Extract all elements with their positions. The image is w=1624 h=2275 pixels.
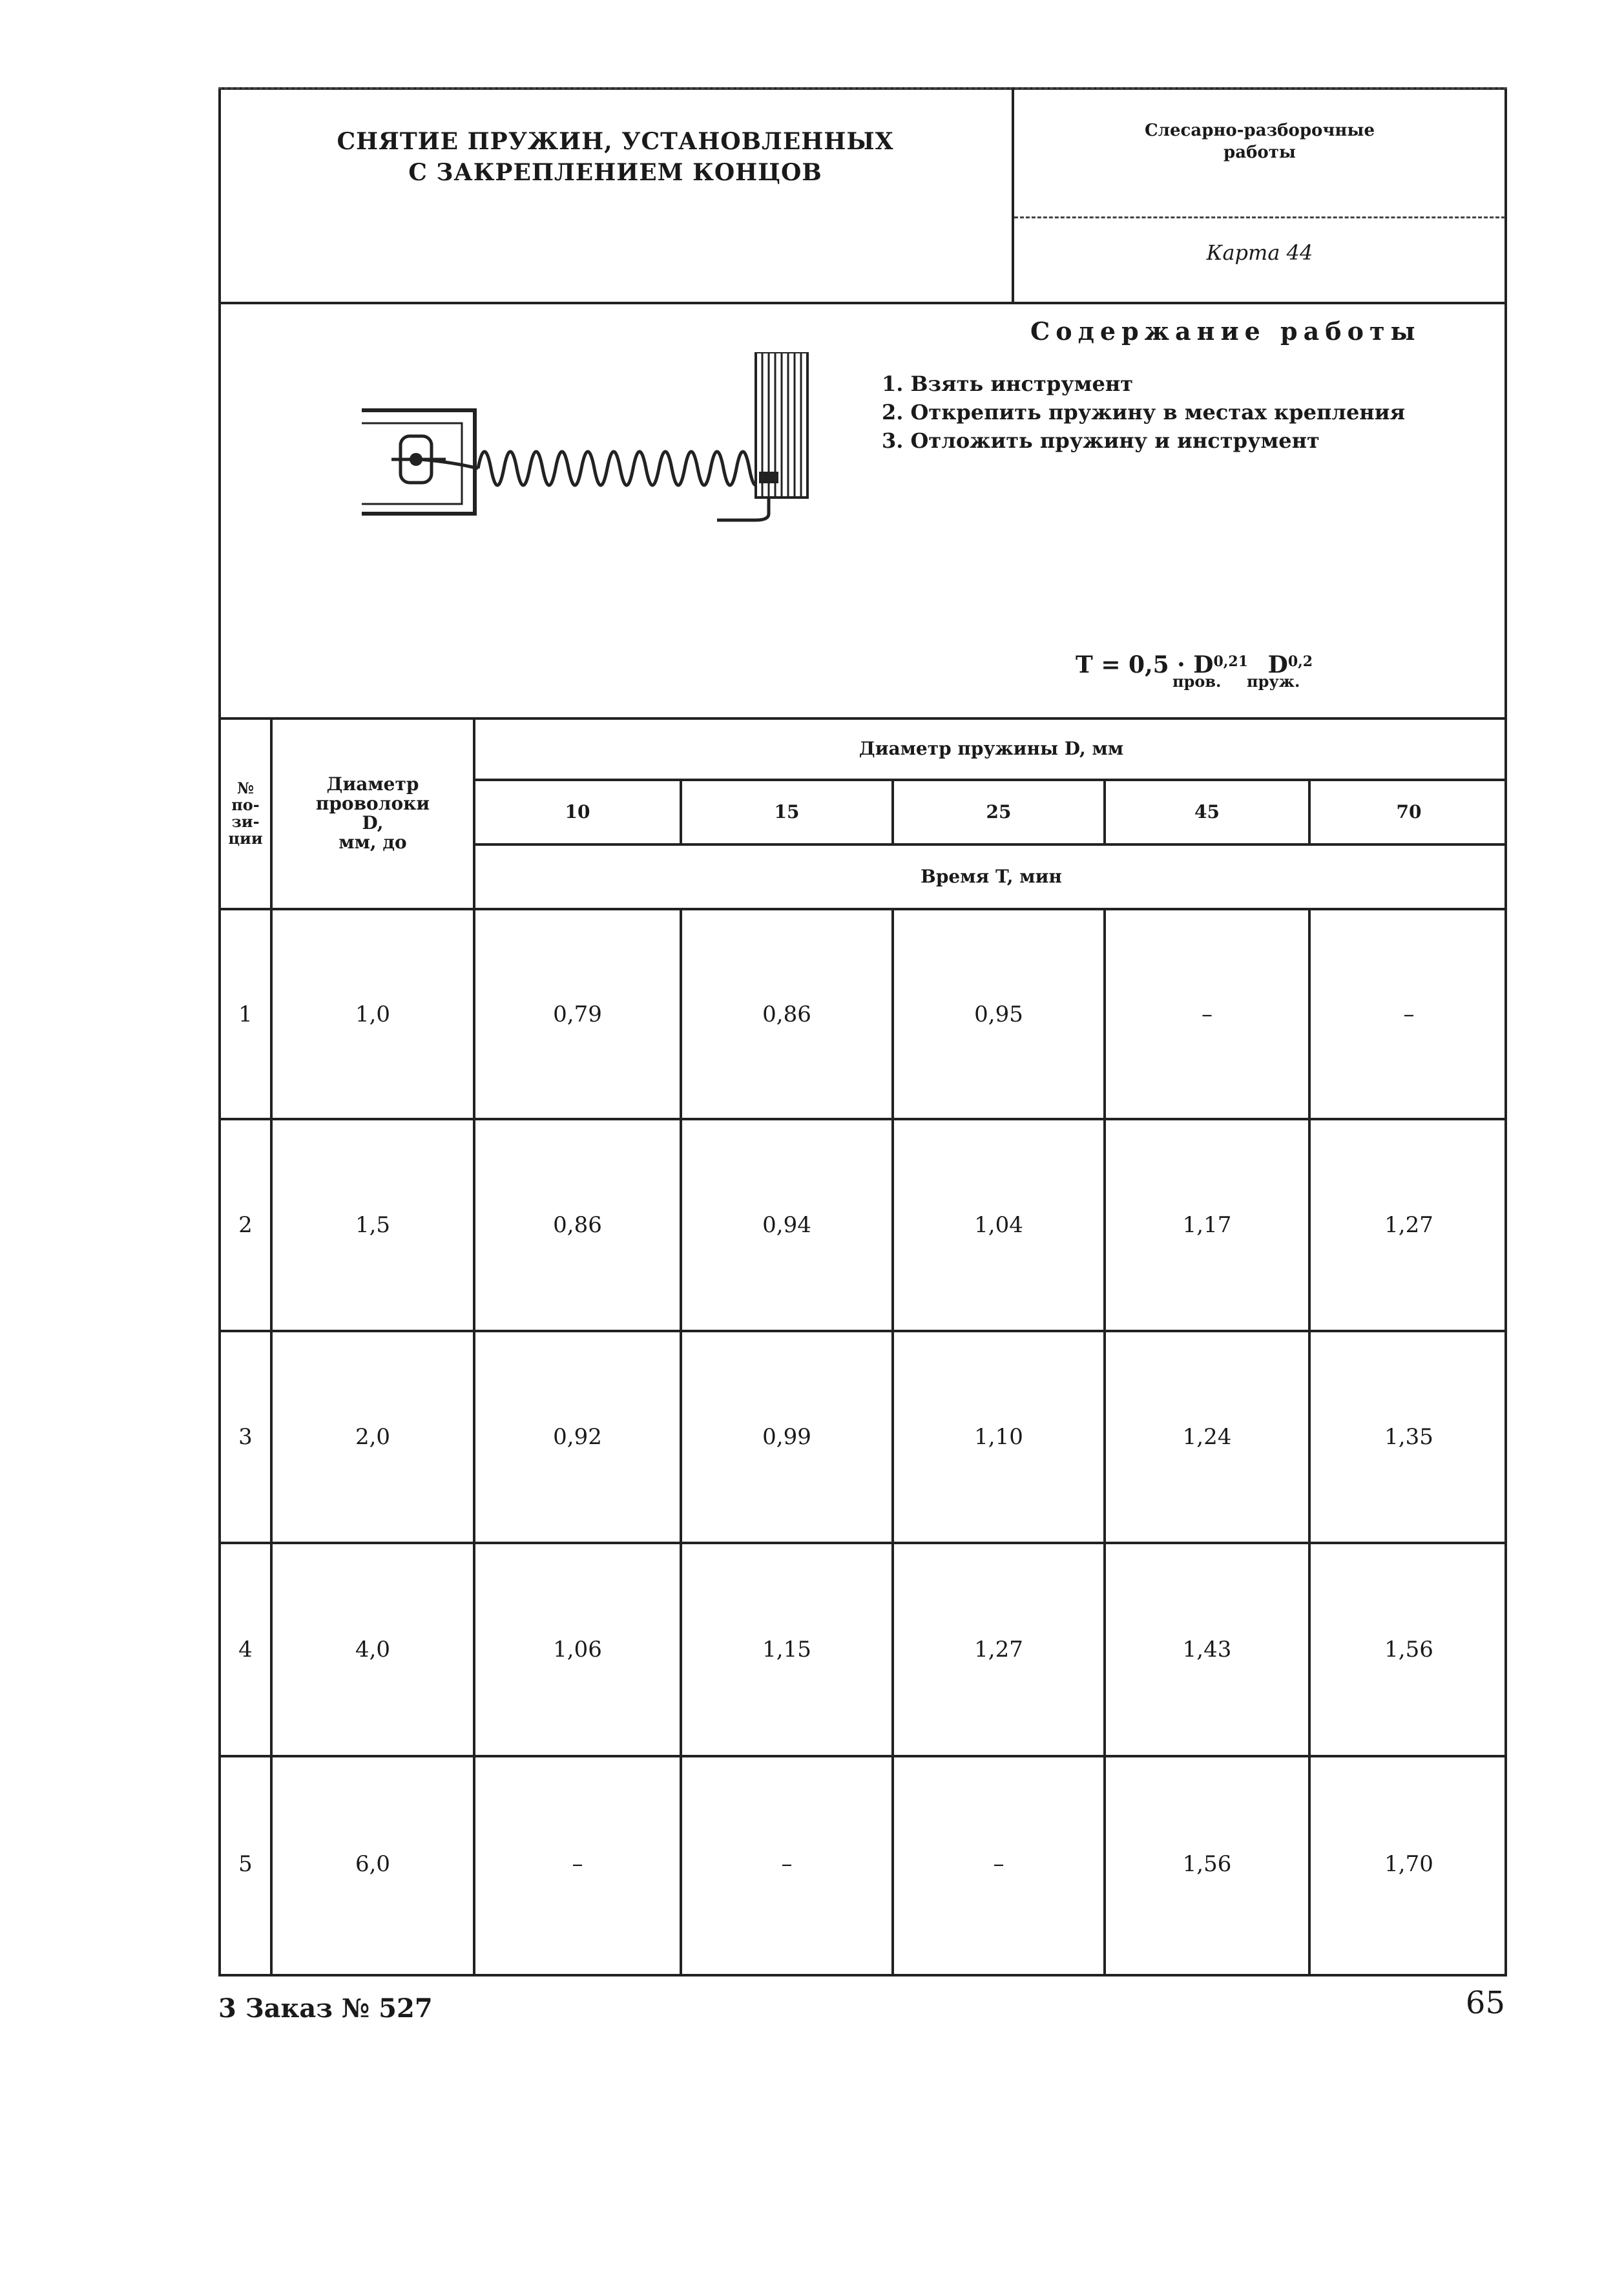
time-value: – <box>1202 1001 1213 1027</box>
top-dashed-rule <box>218 87 1507 89</box>
time-value: 1,06 <box>553 1637 602 1662</box>
formula-sub-1: пров. <box>1172 672 1222 691</box>
row-number: 2 <box>238 1212 253 1238</box>
time-value: 1,27 <box>1384 1212 1433 1238</box>
formula-sub-2: пруж. <box>1247 672 1300 691</box>
time-value: 1,10 <box>974 1424 1023 1450</box>
time-value: 1,35 <box>1384 1424 1433 1450</box>
time-value: 1,43 <box>1182 1637 1232 1662</box>
order-number: 3 Заказ № 527 <box>218 1993 433 2024</box>
spring-coils <box>478 452 775 485</box>
diameter-45: 45 <box>1194 801 1220 823</box>
title-line-1: СНЯТИЕ ПРУЖИН, УСТАНОВЛЕННЫХ <box>337 128 894 155</box>
formula-exp-2: 0,2 <box>1287 653 1313 670</box>
time-value: – <box>993 1851 1005 1877</box>
time-value: 1,70 <box>1384 1851 1433 1877</box>
card-number: Карта 44 <box>1206 240 1313 265</box>
content-title: Содержание работы <box>1030 317 1421 346</box>
row-number: 1 <box>238 1001 253 1027</box>
time-value: – <box>1403 1001 1415 1027</box>
formula-exp-1: 0,21 <box>1213 653 1249 670</box>
time-value: 1,24 <box>1182 1424 1232 1450</box>
row-number: 5 <box>238 1851 253 1877</box>
time-value: 0,94 <box>762 1212 811 1238</box>
time-value: 1,04 <box>974 1212 1023 1238</box>
step-2: 2. Открепить пружину в местах крепления <box>882 400 1406 425</box>
wire-diameter: 4,0 <box>355 1637 391 1662</box>
time-value: 1,17 <box>1182 1212 1232 1238</box>
card-dashed-rule <box>1014 216 1505 218</box>
header-bottom-rule <box>218 302 1507 304</box>
formula-main: T = 0,5 · D <box>1076 651 1214 678</box>
spring-illustration <box>355 352 827 527</box>
step-1: 1. Взять инструмент <box>882 372 1134 396</box>
row-number: 4 <box>238 1637 253 1662</box>
right-mount-foot <box>717 498 769 520</box>
section-line-1: Слесарно-разборочные <box>1144 121 1375 140</box>
time-value: 1,15 <box>762 1637 811 1662</box>
time-value: 0,95 <box>974 1001 1023 1027</box>
section-line-2: работы <box>1223 143 1296 162</box>
wire-diameter: 1,0 <box>355 1001 391 1027</box>
time-value: 0,86 <box>553 1212 602 1238</box>
time-value: 0,86 <box>762 1001 811 1027</box>
wire-diameter: 2,0 <box>355 1424 391 1450</box>
page-title <box>223 126 1008 188</box>
time-value: 0,99 <box>762 1424 811 1450</box>
section-name <box>1014 120 1505 163</box>
title-line-2: С ЗАКРЕПЛЕНИЕМ КОНЦОВ <box>408 159 822 186</box>
time-value: – <box>572 1851 583 1877</box>
time-value: – <box>781 1851 793 1877</box>
time-formula <box>1076 651 1313 691</box>
diameter-25: 25 <box>986 801 1012 823</box>
wire-diameter-column-header: Диаметр проволоки D, мм, до <box>315 773 430 853</box>
time-value: 0,92 <box>553 1424 602 1450</box>
time-value: 1,56 <box>1384 1637 1433 1662</box>
diameter-10: 10 <box>565 801 590 823</box>
spring-end-clamp <box>759 472 778 483</box>
time-value: 1,27 <box>974 1637 1023 1662</box>
time-value: 0,79 <box>553 1001 602 1027</box>
diameter-70: 70 <box>1396 801 1422 823</box>
wire-diameter: 1,5 <box>355 1212 391 1238</box>
wire-diameter: 6,0 <box>355 1851 391 1877</box>
page-number: 65 <box>1465 1985 1505 2021</box>
time-value: 1,56 <box>1182 1851 1232 1877</box>
row-number: 3 <box>238 1424 253 1450</box>
time-header: Время T, мин <box>921 866 1062 887</box>
formula-base-2: D <box>1267 651 1288 678</box>
spring-diameter-header: Диаметр пружины D, мм <box>859 737 1124 759</box>
position-column-header: № по- зи- ции <box>228 778 263 848</box>
step-3: 3. Отложить пружину и инструмент <box>882 428 1320 453</box>
steps-list <box>882 370 1405 455</box>
diameter-15: 15 <box>774 801 800 823</box>
